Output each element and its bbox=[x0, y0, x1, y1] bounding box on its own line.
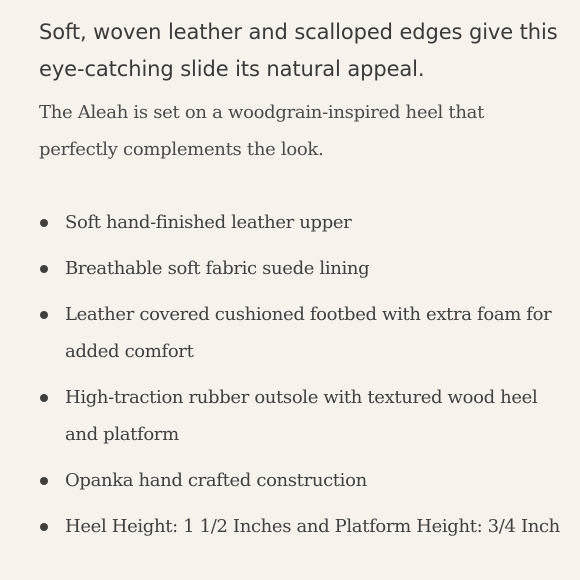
feature-text: High-traction rubber outsole with textured wood heel and platform bbox=[65, 387, 538, 445]
feature-text: Breathable soft fabric suede lining bbox=[65, 258, 370, 279]
feature-item bbox=[39, 462, 562, 499]
feature-item bbox=[39, 296, 562, 370]
feature-item bbox=[39, 250, 562, 287]
bullet-icon bbox=[40, 311, 48, 319]
feature-list bbox=[39, 204, 562, 545]
bullet-icon bbox=[40, 265, 48, 273]
bullet-icon bbox=[40, 394, 48, 402]
feature-item bbox=[39, 204, 562, 241]
feature-text: Heel Height: 1 1/2 Inches and Platform Height: 3/4 Inch bbox=[65, 516, 560, 537]
bullet-icon bbox=[40, 523, 48, 531]
bullet-icon bbox=[40, 477, 48, 485]
bullet-icon bbox=[40, 219, 48, 227]
feature-text: Soft hand-finished leather upper bbox=[65, 212, 352, 233]
description-intro: The Aleah is set on a woodgrain-inspired heel that perfectly complements the look. bbox=[39, 102, 485, 160]
feature-item bbox=[39, 379, 562, 453]
feature-item bbox=[39, 508, 562, 545]
feature-text: Opanka hand crafted construction bbox=[65, 470, 367, 491]
feature-text: Leather covered cushioned footbed with extra foam for added comfort bbox=[65, 304, 552, 362]
description-headline: Soft, woven leather and scalloped edges give this eye-catching slide its natural appeal. bbox=[39, 20, 558, 81]
